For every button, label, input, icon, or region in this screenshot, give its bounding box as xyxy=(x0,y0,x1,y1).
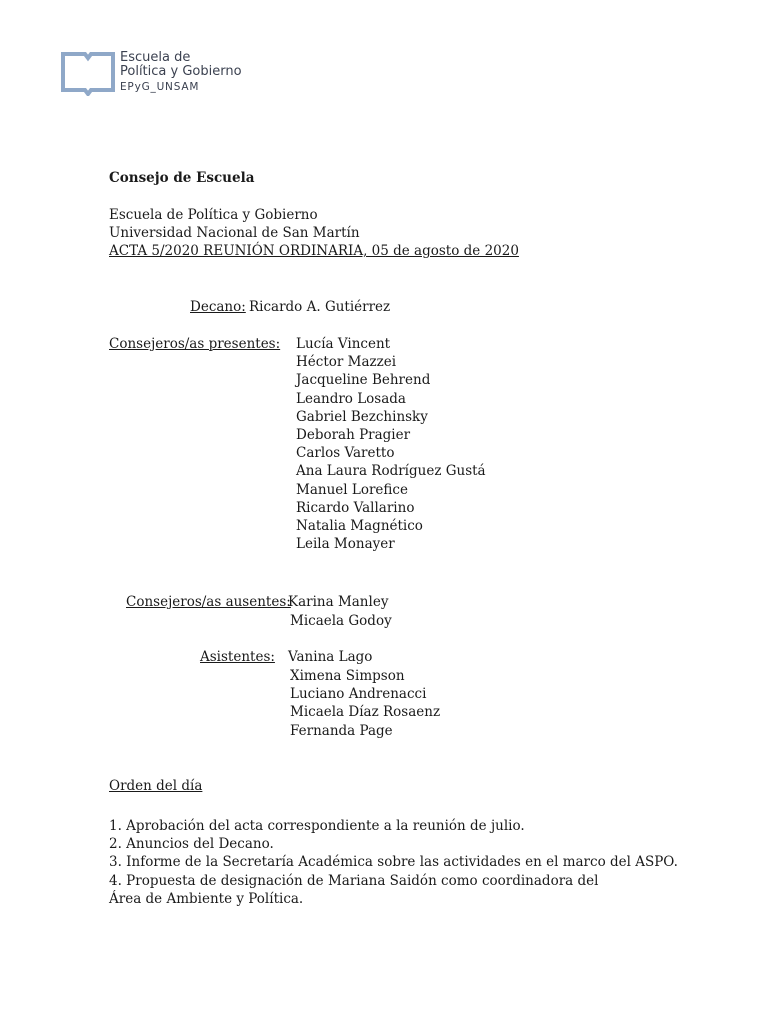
ausente-2: Micaela Godoy xyxy=(290,613,392,629)
list-item: Leandro Losada xyxy=(296,390,406,407)
logo-line-2: Política y Gobierno xyxy=(120,64,242,79)
decano-label: Decano: xyxy=(190,299,246,315)
school-name: Escuela de Política y Gobierno xyxy=(109,207,318,223)
list-item: Natalia Magnético xyxy=(296,517,423,534)
university-name: Universidad Nacional de San Martín xyxy=(109,225,360,241)
list-item: Ximena Simpson xyxy=(290,668,405,684)
logo-wordmark xyxy=(120,51,242,94)
list-item: Ana Laura Rodríguez Gustá xyxy=(296,463,486,480)
list-item: Micaela Díaz Rosaenz xyxy=(290,704,441,721)
open-book-icon xyxy=(60,48,116,96)
list-item: Carlos Varetto xyxy=(296,445,395,462)
agenda-item: 2. Anuncios del Decano. xyxy=(109,836,274,853)
council-title: Consejo de Escuela xyxy=(109,170,255,186)
list-item: Héctor Mazzei xyxy=(296,354,397,371)
list-item: Ricardo Vallarino xyxy=(296,499,415,516)
agenda-item: 3. Informe de la Secretaría Académica sobre las actividades en el marco del ASPO. xyxy=(109,854,678,871)
presentes-list xyxy=(296,335,486,553)
agenda-item: 1. Aprobación del acta correspondiente a la reunión de julio. xyxy=(109,818,525,834)
asistentes-list xyxy=(290,667,440,740)
ausentes-label: Consejeros/as ausentes: xyxy=(126,594,291,610)
list-item: Gabriel Bezchinsky xyxy=(296,408,428,425)
decano-name: Ricardo A. Gutiérrez xyxy=(249,299,391,315)
presentes-label: Consejeros/as presentes: xyxy=(109,336,281,352)
list-item: Leila Monayer xyxy=(296,536,395,553)
asistente-1: Vanina Lago xyxy=(288,649,373,665)
acta-heading: ACTA 5/2020 REUNIÓN ORDINARIA, 05 de agosto de 2020 xyxy=(109,243,519,259)
list-item: Deborah Pragier xyxy=(296,426,411,443)
agenda-item: 4. Propuesta de designación de Mariana Saidón como coordinadora del Área de Ambiente y Política. xyxy=(109,872,599,907)
list-item: Jacqueline Behrend xyxy=(296,372,431,389)
list-item: Manuel Lorefice xyxy=(296,481,408,498)
asistentes-label: Asistentes: xyxy=(200,649,275,665)
logo-line-3: EPyG_UNSAM xyxy=(120,81,200,93)
logo-line-1: Escuela de xyxy=(120,50,191,65)
orden-title: Orden del día xyxy=(109,778,203,794)
list-item: Luciano Andrenacci xyxy=(290,686,427,703)
agenda-list xyxy=(109,817,678,908)
school-logo xyxy=(60,48,260,96)
list-item: Fernanda Page xyxy=(290,722,393,739)
list-item: Lucía Vincent xyxy=(296,336,391,352)
ausente-1: Karina Manley xyxy=(288,594,389,610)
